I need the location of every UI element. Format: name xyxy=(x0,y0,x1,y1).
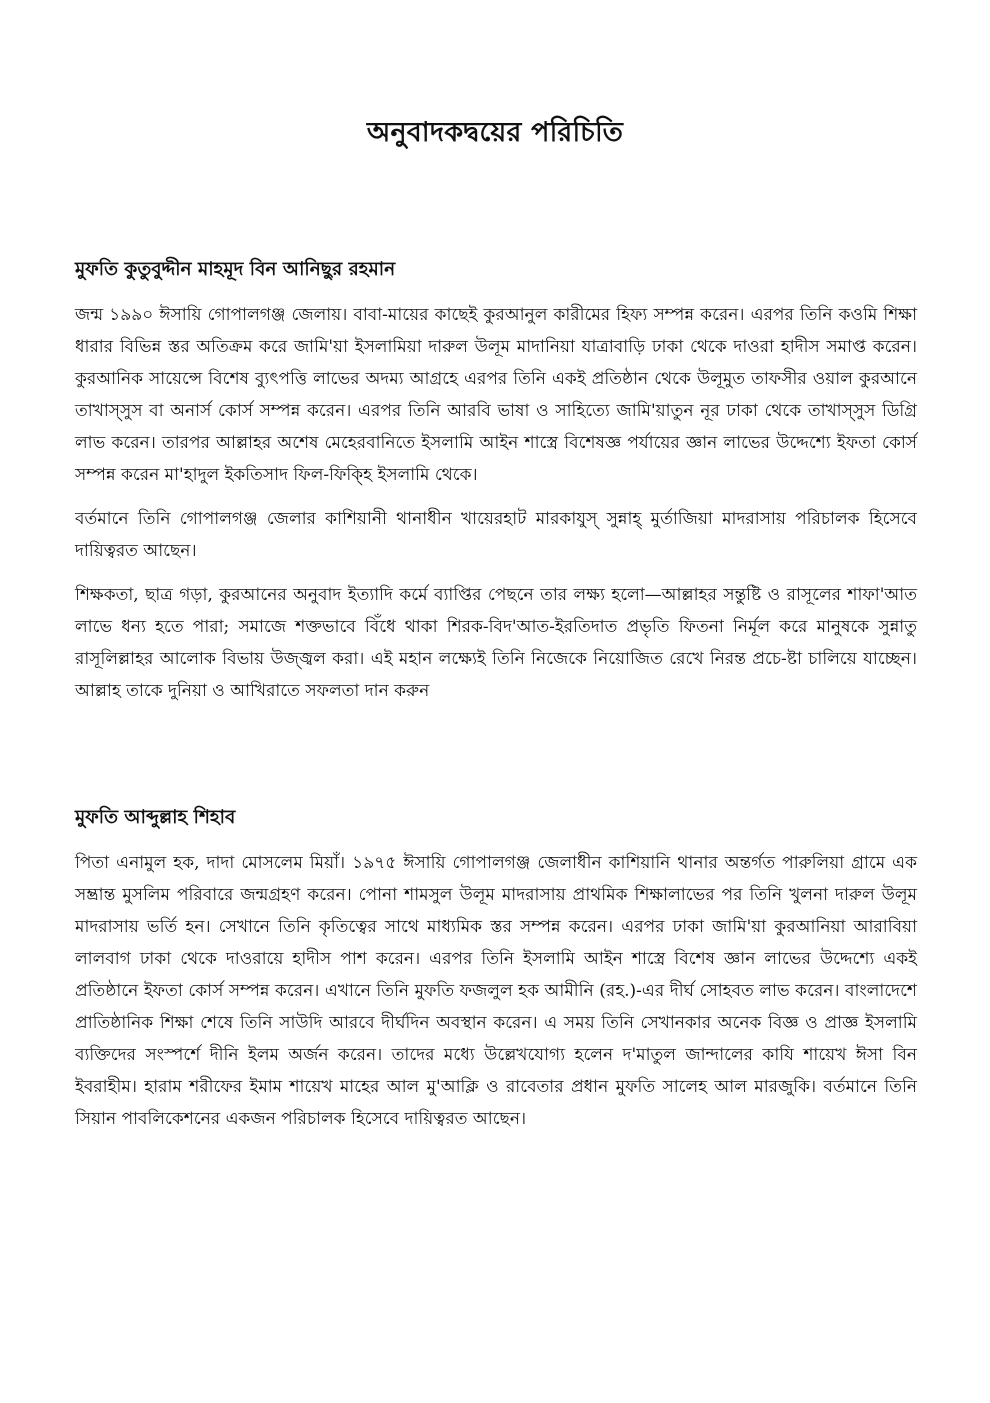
body-paragraph: জন্ম ১৯৯০ ঈসায়ি গোপালগঞ্জ জেলায়। বাবা-মায়ের কাছেই কুরআনুল কারীমের হিফ্য সম্পন্ন করেন। এরপর তিনি কওমি শিক্ষা ধারার বিভিন্ন স্তর অতিক্রম করে জামি'য়া ইসলামিয়া দারুল উলূম মাদানিয়া যাত্রাবাড়ি ঢাকা থেকে দাওরা হাদীস সমাপ্ত করেন। কুরআনিক সায়েন্সে বিশেষ ব্যুৎপত্তি লাভের অদম্য আগ্রহে এরপর তিনি একই প্রতিষ্ঠান থেকে উলূমুত তাফসীর ওয়াল কুরআনে তাখাস্সুস বা অনার্স কোর্স সম্পন্ন করেন। এরপর তিনি আরবি ভাষা ও সাহিত্যে জামি'য়াতুন নূর ঢাকা থেকে তাখাস্সুস ডিগ্রি লাভ করেন। তারপর আল্লাহর অশেষ মেহেরবানিতে ইসলামি আইন শাস্ত্রে বিশেষজ্ঞ পর্যায়ের জ্ঞান লাভের উদ্দেশ্যে ইফতা কোর্স সম্পন্ন করেন মা'হাদুল ইকতিসাদ ফিল-ফিক্হি ইসলামি থেকে। xyxy=(75,305,917,485)
page-title: অনুবাদকদ্বয়ের পরিচিতি xyxy=(366,117,624,148)
body-paragraph: পিতা এনামুল হক, দাদা মোসলেম মিয়াঁ। ১৯৭৫ ঈসায়ি গোপালগঞ্জ জেলাধীন কাশিয়ানি থানার অন্তর্গত পারুলিয়া গ্রামে এক সম্ভ্রান্ত মুসলিম পরিবারে জন্মগ্রহণ করেন। পোনা শামসুল উলূম মাদরাসায় প্রাথমিক শিক্ষালাভের পর তিনি খুলনা দারুল উলূম মাদরাসায় ভর্তি হন। সেখানে তিনি কৃতিত্বের সাথে মাধ্যমিক স্তর সম্পন্ন করেন। এরপর ঢাকা জামি'য়া কুরআনিয়া আরাবিয়া লালবাগ ঢাকা থেকে দাওরায়ে হাদীস পাশ করেন। এরপর তিনি ইসলামি আইন শাস্ত্রে বিশেষ জ্ঞান লাভের উদ্দেশ্যে একই প্রতিষ্ঠানে ইফতা কোর্স সম্পন্ন করেন। এখানে তিনি মুফতি ফজলুল হক আমীনি (রহ.)-এর দীর্ঘ সোহবত লাভ করেন। বাংলাদেশে প্রাতিষ্ঠানিক শিক্ষা শেষে তিনি সাউদি আরবে দীর্ঘদিন অবস্থান করেন। এ সময় তিনি সেখানকার অনেক বিজ্ঞ ও প্রাজ্ঞ ইসলামি ব্যক্তিদের সংস্পর্শে দীনি ইলম অর্জন করেন। তাদের মধ্যে উল্লেখযোগ্য হলেন দ'মাতুল জান্দালের কাযি শায়েখ ঈসা বিন ইবরাহীম। হারাম শরীফের ইমাম শায়েখ মাহের আল মু'আক্লি ও রাবেতার প্রধান মুফতি সালেহ আল মারজুকি। বর্তমানে তিনি সিয়ান পাবলিকেশনের একজন পরিচালক হিসেবে দায়িত্বরত আছেন। xyxy=(75,853,917,1129)
section-heading: মুফতি আব্দুল্লাহ শিহাব xyxy=(75,807,236,828)
body-paragraph: বর্তমানে তিনি গোপালগঞ্জ জেলার কাশিয়ানী থানাধীন খায়েরহাট মারকাযুস্ সুন্নাহ্ মুর্তাজিয়া মাদরাসায় পরিচালক হিসেবে দায়িত্বরত আছেন। xyxy=(75,509,917,561)
translator-section-2 xyxy=(75,805,917,1147)
section-heading: মুফতি কুতুবুদ্দীন মাহমূদ বিন আনিছুর রহমান xyxy=(75,259,396,280)
body-paragraph: শিক্ষকতা, ছাত্র গড়া, কুরআনের অনুবাদ ইত্যাদি কর্মে ব্যাপ্তির পেছনে তার লক্ষ্য হলো—আল্লাহর সন্তুষ্টি ও রাসূলের শাফা'আত লাভে ধন্য হতে পারা; সমাজে শক্তভাবে বিঁধে থাকা শিরক-বিদ'আত-ইরতিদাত প্রভৃতি ফিতনা নির্মূল করে মানুষকে সুন্নাতু রাসূলিল্লাহর আলোক বিভায় উজ্জ্বল করা। এই মহান লক্ষ্যেই তিনি নিজেকে নিয়োজিত রেখে নিরন্ত প্রচে-ষ্টা চালিয়ে যাচ্ছেন। আল্লাহ তাকে দুনিয়া ও আখিরাতে সফলতা দান করুন xyxy=(75,585,917,701)
translator-section-1 xyxy=(75,257,917,719)
